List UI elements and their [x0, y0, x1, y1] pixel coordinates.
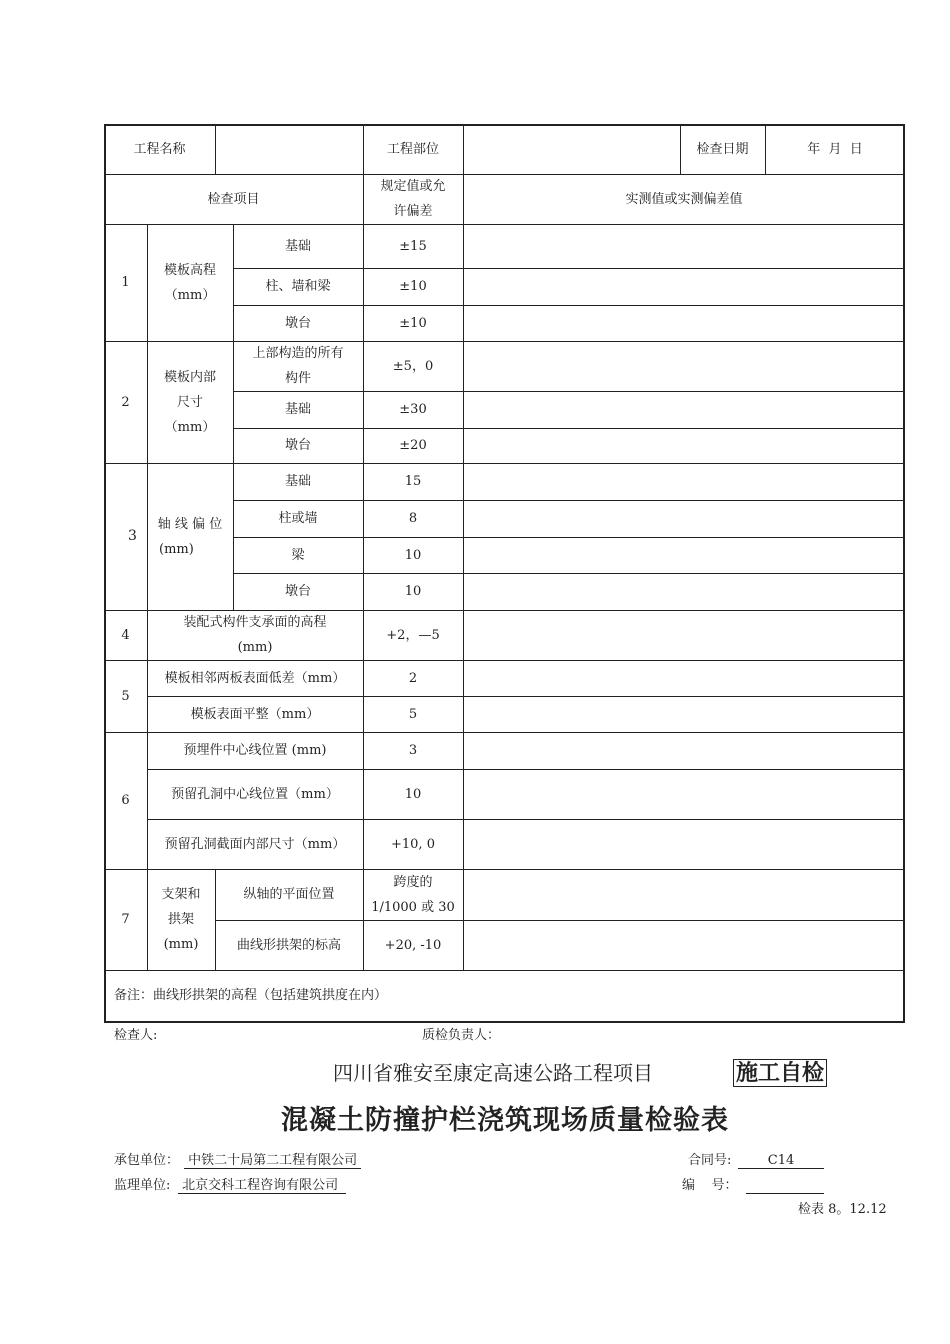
spec-value: +10, 0	[391, 836, 435, 852]
spec-value: 10	[404, 786, 422, 802]
sub-item: 曲线形拱架的标高	[236, 937, 341, 953]
sub-item: 墩台	[284, 315, 311, 331]
check-item-line: (mm)	[237, 640, 273, 655]
check-item	[147, 341, 233, 463]
check-item-line: 支架和	[161, 887, 201, 902]
row-number: 3	[128, 528, 137, 544]
check-item-line: （mm）	[164, 419, 216, 435]
check-item	[147, 610, 363, 660]
row-number: 7	[121, 912, 130, 927]
spec-value: 10	[404, 547, 422, 563]
spec-value: 3	[408, 743, 418, 758]
check-item-line: (mm)	[159, 541, 194, 557]
spec-header-line2: 许偏差	[393, 204, 433, 219]
check-item-line: (mm)	[163, 937, 199, 952]
sub-item: 梁	[291, 547, 305, 563]
check-item-line: 装配式构件支承面的高程	[183, 615, 327, 630]
sub-item: 柱或墙	[278, 511, 318, 526]
check-item: 模板表面平整（mm）	[190, 706, 320, 722]
sub-item: 墩台	[284, 584, 311, 599]
sub-item: 基础	[284, 238, 311, 254]
check-item-line: 模板内部	[163, 369, 216, 385]
sub-item	[233, 341, 363, 391]
spec-value-line: 1/1000 或 30	[371, 899, 455, 915]
project-part-label: 工程部位	[386, 141, 439, 157]
row-number: 5	[121, 688, 130, 704]
project-part-field[interactable]	[464, 124, 680, 174]
check-item	[147, 224, 233, 341]
spec-header-line1: 规定值或允	[380, 179, 446, 194]
row-number: 2	[121, 394, 130, 410]
serial-value	[746, 1179, 824, 1194]
self-check-badge: 施工自检	[733, 1059, 827, 1087]
check-date-label: 检查日期	[696, 141, 749, 157]
check-item: 模板相邻两板表面低差（mm）	[164, 670, 346, 686]
row-number: 1	[121, 275, 130, 290]
spec-value: 10	[404, 584, 422, 599]
check-item-line: 拱架	[167, 912, 194, 927]
sub-item: 基础	[284, 474, 311, 489]
check-item: 预留孔洞中心线位置（mm）	[171, 786, 339, 802]
contractor-value: 中铁二十局第二工程有限公司	[184, 1153, 362, 1168]
contract-no-label: 合同号:	[688, 1153, 732, 1168]
spec-header	[363, 174, 463, 224]
spec-value: ±10	[399, 315, 427, 331]
project-name-field[interactable]	[216, 124, 363, 174]
sub-item: 纵轴的平面位置	[243, 887, 335, 902]
sub-item: 柱、墙和梁	[265, 279, 331, 294]
sub-item-line: 上部构造的所有	[252, 346, 344, 361]
check-item-line: 模板高程	[163, 262, 216, 278]
spec-value: ±30	[399, 402, 427, 417]
qc-lead-label: 质检负责人：	[422, 1028, 501, 1043]
spec-value: +20, -10	[384, 937, 442, 953]
spec-value: ±15	[399, 238, 427, 254]
check-item-line: 尺寸	[176, 394, 203, 410]
spec-value-line: 跨度的	[393, 874, 433, 890]
spec-value: 8	[408, 511, 418, 526]
spec-value: 15	[404, 474, 422, 489]
form-code: 检表 8。12.12	[798, 1202, 887, 1217]
check-item	[147, 869, 215, 970]
spec-value: ±20	[399, 438, 427, 453]
sub-item-line: 构件	[284, 371, 311, 386]
check-date-field[interactable]: 年 月 日	[807, 141, 863, 157]
sub-item: 墩台	[284, 438, 311, 453]
spec-value: ±10	[399, 279, 427, 294]
spec-value: 5	[408, 706, 418, 722]
check-item: 预留孔洞截面内部尺寸（mm）	[164, 836, 346, 852]
measured-header: 实测值或实测偏差值	[625, 191, 743, 207]
row-number: 6	[121, 793, 130, 808]
serial-label: 编 号：	[682, 1178, 738, 1193]
sub-item: 基础	[284, 402, 311, 417]
spec-value	[363, 869, 463, 920]
contract-no-value: C14	[738, 1154, 824, 1169]
table-rule	[104, 970, 905, 971]
check-item-line: 轴 线 偏 位	[157, 516, 223, 532]
check-item: 预埋件中心线位置 (mm)	[183, 743, 327, 758]
project-title: 四川省雅安至康定高速公路工程项目	[333, 1061, 653, 1085]
form-title: 混凝土防撞护栏浇筑现场质量检验表	[281, 1105, 729, 1136]
contractor-label: 承包单位：	[114, 1153, 180, 1168]
check-item	[147, 463, 233, 610]
table-rule	[463, 124, 464, 970]
inspector-label: 检查人:	[114, 1028, 158, 1043]
row-number: 4	[121, 627, 130, 643]
spec-value: ±5，0	[392, 358, 434, 374]
supervisor-value: 北京交科工程咨询有限公司	[178, 1178, 347, 1193]
spec-value: 2	[408, 670, 418, 686]
check-item-line: （mm）	[164, 287, 216, 303]
check-item-header: 检查项目	[207, 191, 260, 207]
project-name-label: 工程名称	[133, 141, 186, 157]
supervisor-label: 监理单位:	[114, 1178, 171, 1193]
remark: 备注：曲线形拱架的高程（包括建筑拱度在内）	[114, 988, 388, 1003]
spec-value: +2，—5	[386, 627, 440, 643]
